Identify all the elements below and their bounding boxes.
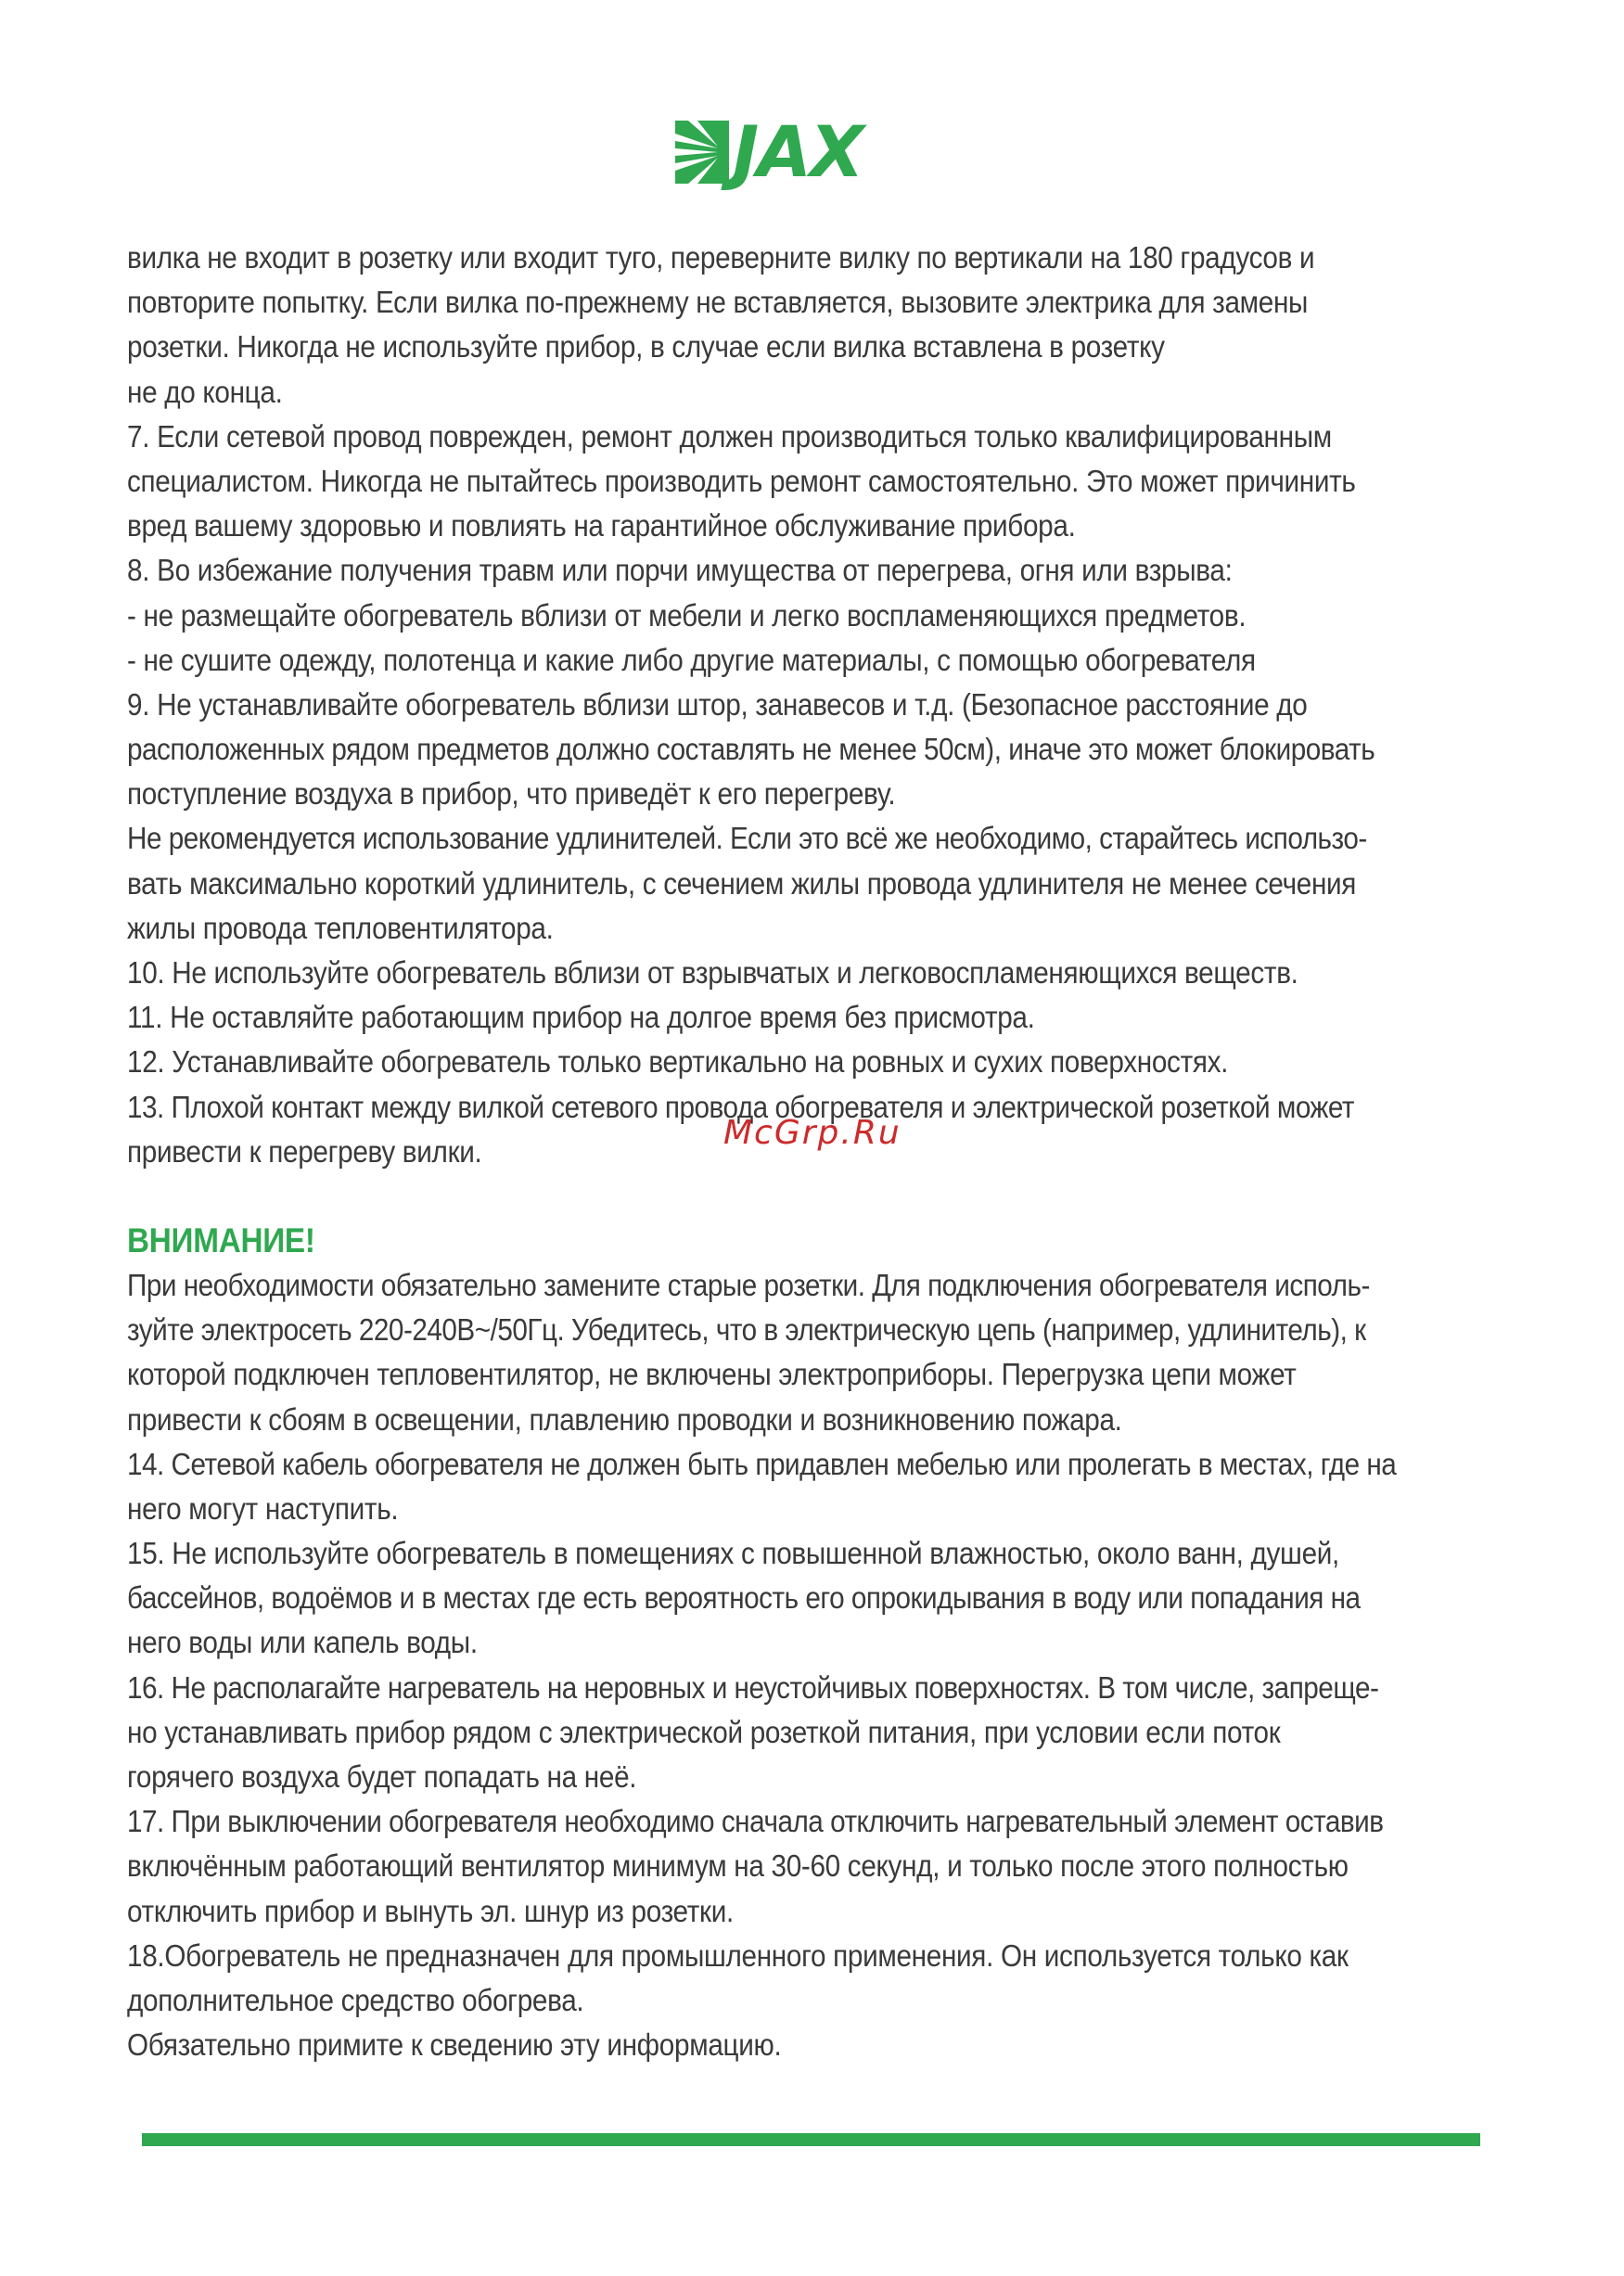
text-line: привести к перегреву вилки. <box>127 1133 482 1169</box>
text-line: При необходимости обязательно замените старые розетки. Для подключения обогревателя исполь- <box>127 1267 1370 1302</box>
text-line: бассейнов, водоёмов и в местах где есть вероятность его опрокидывания в воду или попадания на <box>127 1580 1361 1616</box>
text-line: - не сушите одежду, полотенца и какие либо другие материалы, с помощью обогревателя <box>127 642 1256 677</box>
text-line: расположенных рядом предметов должно составлять не менее 50см), иначе это может блокировать <box>127 732 1375 767</box>
text-line: вать максимально короткий удлинитель, с сечением жилы провода удлинителя не менее сечения <box>127 865 1357 901</box>
text-line: дополнительное средство обогрева. <box>127 1982 584 2017</box>
text-line: не до конца. <box>127 374 283 409</box>
text-line: привести к сбоям в освещении, плавлению проводки и возникновению пожара. <box>127 1401 1122 1437</box>
jax-logo <box>675 110 946 193</box>
text-line: Обязательно примите к сведению эту информацию. <box>127 2027 782 2063</box>
text-line: вред вашему здоровью и повлиять на гарантийное обслуживание прибора. <box>127 508 1076 543</box>
text-line: 7. Если сетевой провод поврежден, ремонт должен производиться только квалифицированным <box>127 418 1332 454</box>
text-line: 18.Обогреватель не предназначен для промышленного применения. Он используется только как <box>127 1937 1349 1973</box>
text-line: жилы провода тепловентилятора. <box>127 910 554 945</box>
text-line: специалистом. Никогда не пытайтесь производить ремонт самостоятельно. Это может причинить <box>127 463 1356 498</box>
footer-divider <box>142 2133 1480 2146</box>
text-line: Не рекомендуется использование удлинителей. Если это всё же необходимо, старайтесь использо- <box>127 821 1367 856</box>
text-line: горячего воздуха будет попадать на неё. <box>127 1759 637 1794</box>
text-line: 15. Не используйте обогреватель в помещениях с повышенной влажностью, около ванн, душей, <box>127 1536 1339 1571</box>
warning-heading: ВНИМАНИЕ! <box>127 1221 315 1259</box>
text-line: 9. Не устанавливайте обогреватель вблизи штор, занавесов и т.д. (Безопасное расстояние до <box>127 686 1308 722</box>
text-line: 17. При выключении обогревателя необходимо сначала отключить нагревательный элемент оставив <box>127 1804 1384 1839</box>
text-line: розетки. Никогда не используйте прибор, в случае если вилка вставлена в розетку <box>127 329 1165 364</box>
text-line: 14. Сетевой кабель обогревателя не должен быть придавлен мебелью или пролегать в местах, где на <box>127 1446 1397 1481</box>
watermark: McGrp.Ru <box>723 1114 902 1152</box>
text-line: 8. Во избежание получения травм или порчи имущества от перегрева, огня или взрыва: <box>127 553 1233 588</box>
text-line: отключить прибор и вынуть эл. шнур из розетки. <box>127 1893 734 1928</box>
text-line: - не размещайте обогреватель вблизи от мебели и легко воспламеняющихся предметов. <box>127 597 1247 633</box>
text-line: которой подключен тепловентилятор, не включены электроприборы. Перегрузка цепи может <box>127 1357 1297 1392</box>
text-line: поступление воздуха в прибор, что приведёт к его перегреву. <box>127 776 896 812</box>
text-line: 10. Не используйте обогреватель вблизи от взрывчатых и легковоспламеняющихся веществ. <box>127 955 1298 990</box>
text-line: 16. Не располагайте нагреватель на неровных и неустойчивых поверхностях. В том числе, запреще- <box>127 1669 1379 1705</box>
text-line: 13. Плохой контакт между вилкой сетевого провода обогревателя и электрической розеткой может <box>127 1089 1355 1124</box>
text-line: но устанавливать прибор рядом с электрической розеткой питания, при условии если поток <box>127 1714 1281 1749</box>
text-line: него могут наступить. <box>127 1490 399 1526</box>
logo-text: JAX <box>733 110 863 193</box>
text-line: повторите попытку. Если вилка по-прежнему не вставляется, вызовите электрика для замены <box>127 285 1309 320</box>
text-line: 11. Не оставляйте работающим прибор на долгое время без присмотра. <box>127 1000 1035 1035</box>
text-line: зуйте электросеть 220-240В~/50Гц. Убедитесь, что в электрическую цепь (например, удлинитель), к <box>127 1312 1366 1348</box>
text-line: него воды или капель воды. <box>127 1625 478 1660</box>
text-line: вилка не входит в розетку или входит туго, переверните вилку по вертикали на 180 градусов и <box>127 240 1315 275</box>
text-line: 12. Устанавливайте обогреватель только вертикально на ровных и сухих поверхностях. <box>127 1044 1229 1080</box>
text-line: включённым работающий вентилятор минимум на 30-60 секунд, и только после этого полностью <box>127 1848 1349 1884</box>
